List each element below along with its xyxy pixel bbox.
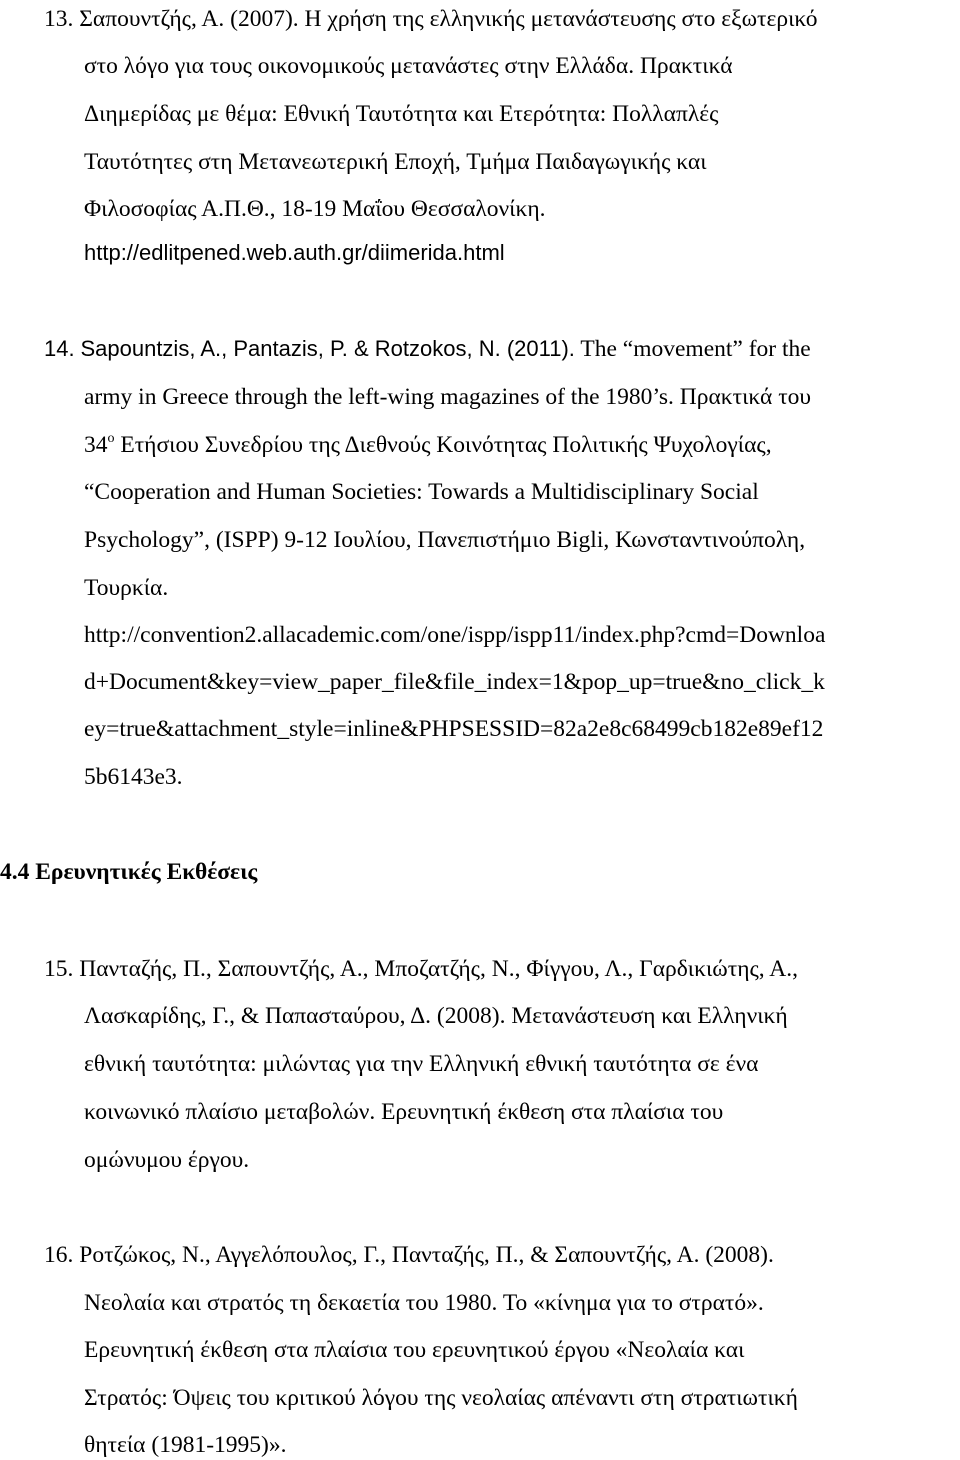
reference-text-line: Τουρκία. [84,575,169,601]
reference-text-line: Στρατός: Όψεις του κριτικού λόγου της νεολαίας απέναντι στη στρατιωτική [84,1385,798,1411]
reference-number: 13. Σαπουντζής, Α. (2007). Η χρήση της ελληνικής μετανάστευσης στο εξωτερικό [44,6,818,32]
reference-text-line: Psychology”, (ISPP) 9-12 Ιουλίου, Πανεπιστήμιο Bigli, Κωνσταντινούπολη, [84,527,806,553]
reference-text-line: Φιλοσοφίας Α.Π.Θ., 18-19 Μαΐου Θεσσαλονίκη. [84,196,546,222]
reference-text-line: Ταυτότητες στη Μετανεωτερική Εποχή, Τμήμα Παιδαγωγικής και [84,149,707,175]
reference-text-line [84,430,772,460]
reference-number: 16. [44,1242,74,1268]
reference-title: army in Greece through the left-wing magazines of the 1980’s. [84,384,674,410]
reference-text-line: θητεία (1981-1995)». [84,1432,287,1458]
reference-text-line: ομώνυμου έργου. [84,1147,250,1173]
reference-text-line: Νεολαία και στρατός τη δεκαετία του 1980. Το «κίνημα για το στρατό». [84,1290,764,1316]
reference-url-link[interactable]: http://convention2.allacademic.com/one/ispp/ispp11/index.php?cmd=Downloa [84,622,826,648]
reference-text-line: Διημερίδας με θέμα: Εθνική Ταυτότητα και Ετερότητα: Πολλαπλές [84,101,719,127]
reference-text-line: εθνική ταυτότητα: μιλώντας για την Ελληνική εθνική ταυτότητα σε ένα [84,1051,759,1077]
reference-authors: Sapountzis, A., Pantazis, P. & Rotzokos, N. (2011). [80,336,575,361]
reference-url-link[interactable]: 5b6143e3. [84,764,183,790]
reference-text: Ετήσιου Συνεδρίου της Διεθνούς Κοινότητας Πολιτικής Ψυχολογίας, [120,432,772,458]
reference-first-line [44,334,811,364]
reference-url-link[interactable]: http://edlitpened.web.auth.gr/diimerida.html [84,240,505,265]
reference-text-line [84,382,811,412]
section-heading: 4.4 Ερευνητικές Εκθέσεις [0,859,258,885]
reference-text: Πρακτικά του [679,384,812,410]
ordinal-superscript: ο [107,431,115,446]
reference-url-link[interactable]: ey=true&attachment_style=inline&PHPSESSID=82a2e8c68499cb182e89ef12 [84,716,824,742]
reference-text-line: “Cooperation and Human Societies: Towards a Multidisciplinary Social [84,479,759,505]
reference-title: The “movement” for the [580,336,811,362]
reference-number: 15. [44,956,74,982]
reference-text-line: κοινωνικό πλαίσιο μεταβολών. Ερευνητική έκθεση στα πλαίσια του [84,1099,724,1125]
reference-first-line: 16. Ροτζώκος, Ν., Αγγελόπουλος, Γ., Πανταζής, Π., & Σαπουντζής, Α. (2008). [44,1242,774,1268]
reference-url-link[interactable]: d+Document&key=view_paper_file&file_index=1&pop_up=true&no_click_k [84,669,825,695]
reference-first-line: 15. Πανταζής, Π., Σαπουντζής, Α., Μποζατζής, Ν., Φίγγου, Λ., Γαρδικιώτης, Α., [44,956,798,982]
reference-text-line: Λασκαρίδης, Γ., & Παπασταύρου, Δ. (2008). Μετανάστευση και Ελληνική [84,1003,788,1029]
ordinal-number: 34 [84,432,108,458]
reference-text-line: στο λόγο για τους οικονομικούς μετανάστες στην Ελλάδα. Πρακτικά [84,53,733,79]
reference-number: 14. [44,336,75,361]
reference-text-line: Ερευνητική έκθεση στα πλαίσια του ερευνητικού έργου «Νεολαία και [84,1337,745,1363]
